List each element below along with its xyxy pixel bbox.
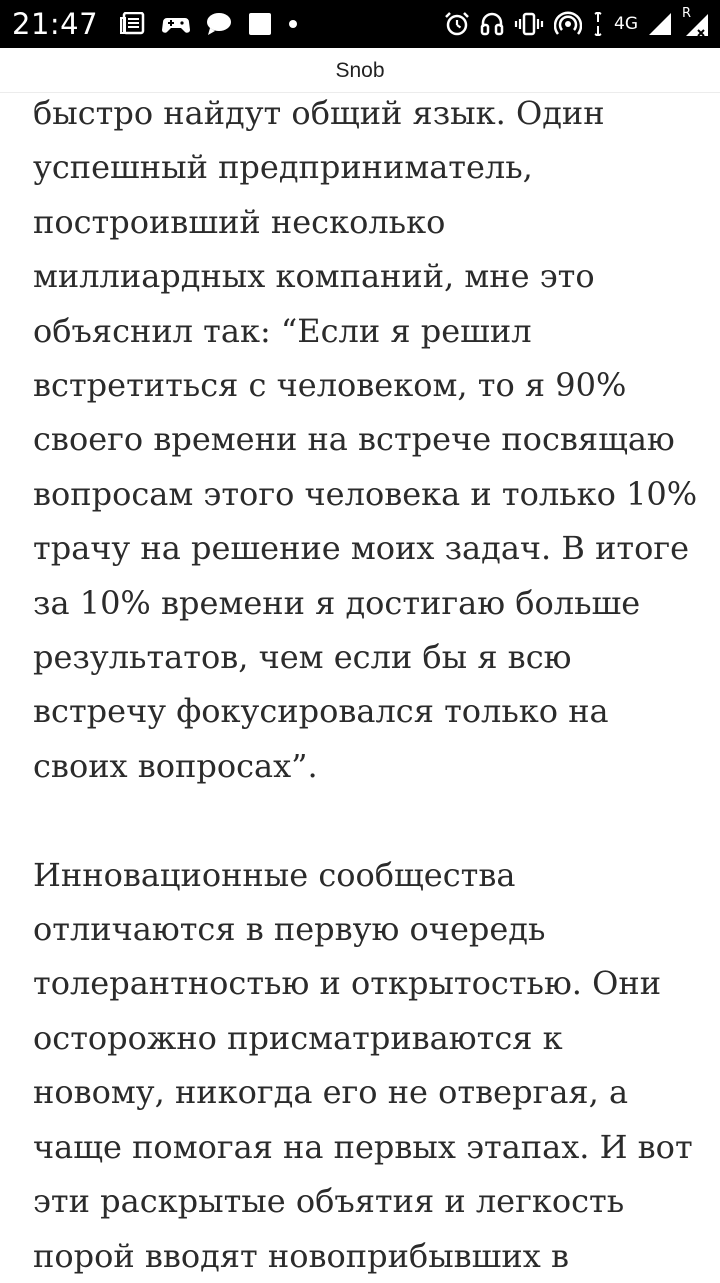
text-line: эти раскрытые объятия и легкость: [33, 1182, 625, 1221]
text-line: миллиардных компаний, мне это: [33, 257, 595, 296]
status-bar: [0, 0, 720, 48]
square-notification-icon: [248, 12, 272, 36]
text-line: построивший несколько: [33, 202, 446, 241]
chat-bubble-icon: [206, 12, 232, 36]
text-line: осторожно присматриваются к: [33, 1018, 563, 1057]
text-line: отличаются в первую очередь: [33, 910, 546, 949]
text-line: результатов, чем если бы я всю: [33, 638, 572, 677]
text-line: чаще помогая на первых этапах. И вот: [33, 1127, 693, 1166]
app-title: Snob: [335, 59, 385, 82]
article-paragraph: [33, 86, 713, 793]
signal-icon: [648, 12, 672, 36]
text-line: за 10% времени я достигаю больше: [33, 583, 641, 622]
article-paragraph: [33, 848, 713, 1283]
roaming-indicator: R: [682, 6, 692, 21]
text-line: толерантностью и открытостью. Они: [33, 964, 662, 1003]
network-type: 4G: [614, 14, 638, 34]
text-line: встретиться с человеком, то я 90%: [33, 366, 627, 405]
notification-icons: [120, 12, 298, 36]
text-line: Инновационные сообщества: [33, 855, 516, 894]
text-line: вопросам этого человека и только 10%: [33, 474, 698, 513]
text-line: трачу на решение моих задач. В итоге: [33, 529, 690, 568]
game-controller-icon: [162, 13, 190, 35]
dot-icon: [288, 19, 298, 29]
data-arrows-icon: [592, 12, 604, 36]
text-line: своего времени на встрече посвящаю: [33, 420, 675, 459]
text-line: порой вводят новоприбывших в: [33, 1236, 569, 1275]
hotspot-icon: [554, 11, 582, 37]
text-line: объяснил так: “Если я решил: [33, 311, 532, 350]
text-line: быстро найдут общий язык. Один: [33, 94, 605, 132]
text-line: новому, никогда его не отвергая, а: [33, 1073, 629, 1112]
text-line: своих вопросах”.: [33, 746, 318, 785]
headset-icon: [480, 11, 504, 37]
text-line: успешный предприниматель,: [33, 148, 533, 187]
status-time: 21:47: [12, 7, 99, 41]
alarm-icon: [444, 11, 470, 37]
paragraph-spacer: [33, 793, 713, 847]
vibrate-icon: [514, 12, 544, 36]
article-body: [33, 86, 713, 1283]
roaming-signal-icon: [682, 6, 710, 38]
system-icons: [444, 6, 710, 38]
text-line: встречу фокусировался только на: [33, 692, 609, 731]
news-icon: [120, 12, 146, 36]
